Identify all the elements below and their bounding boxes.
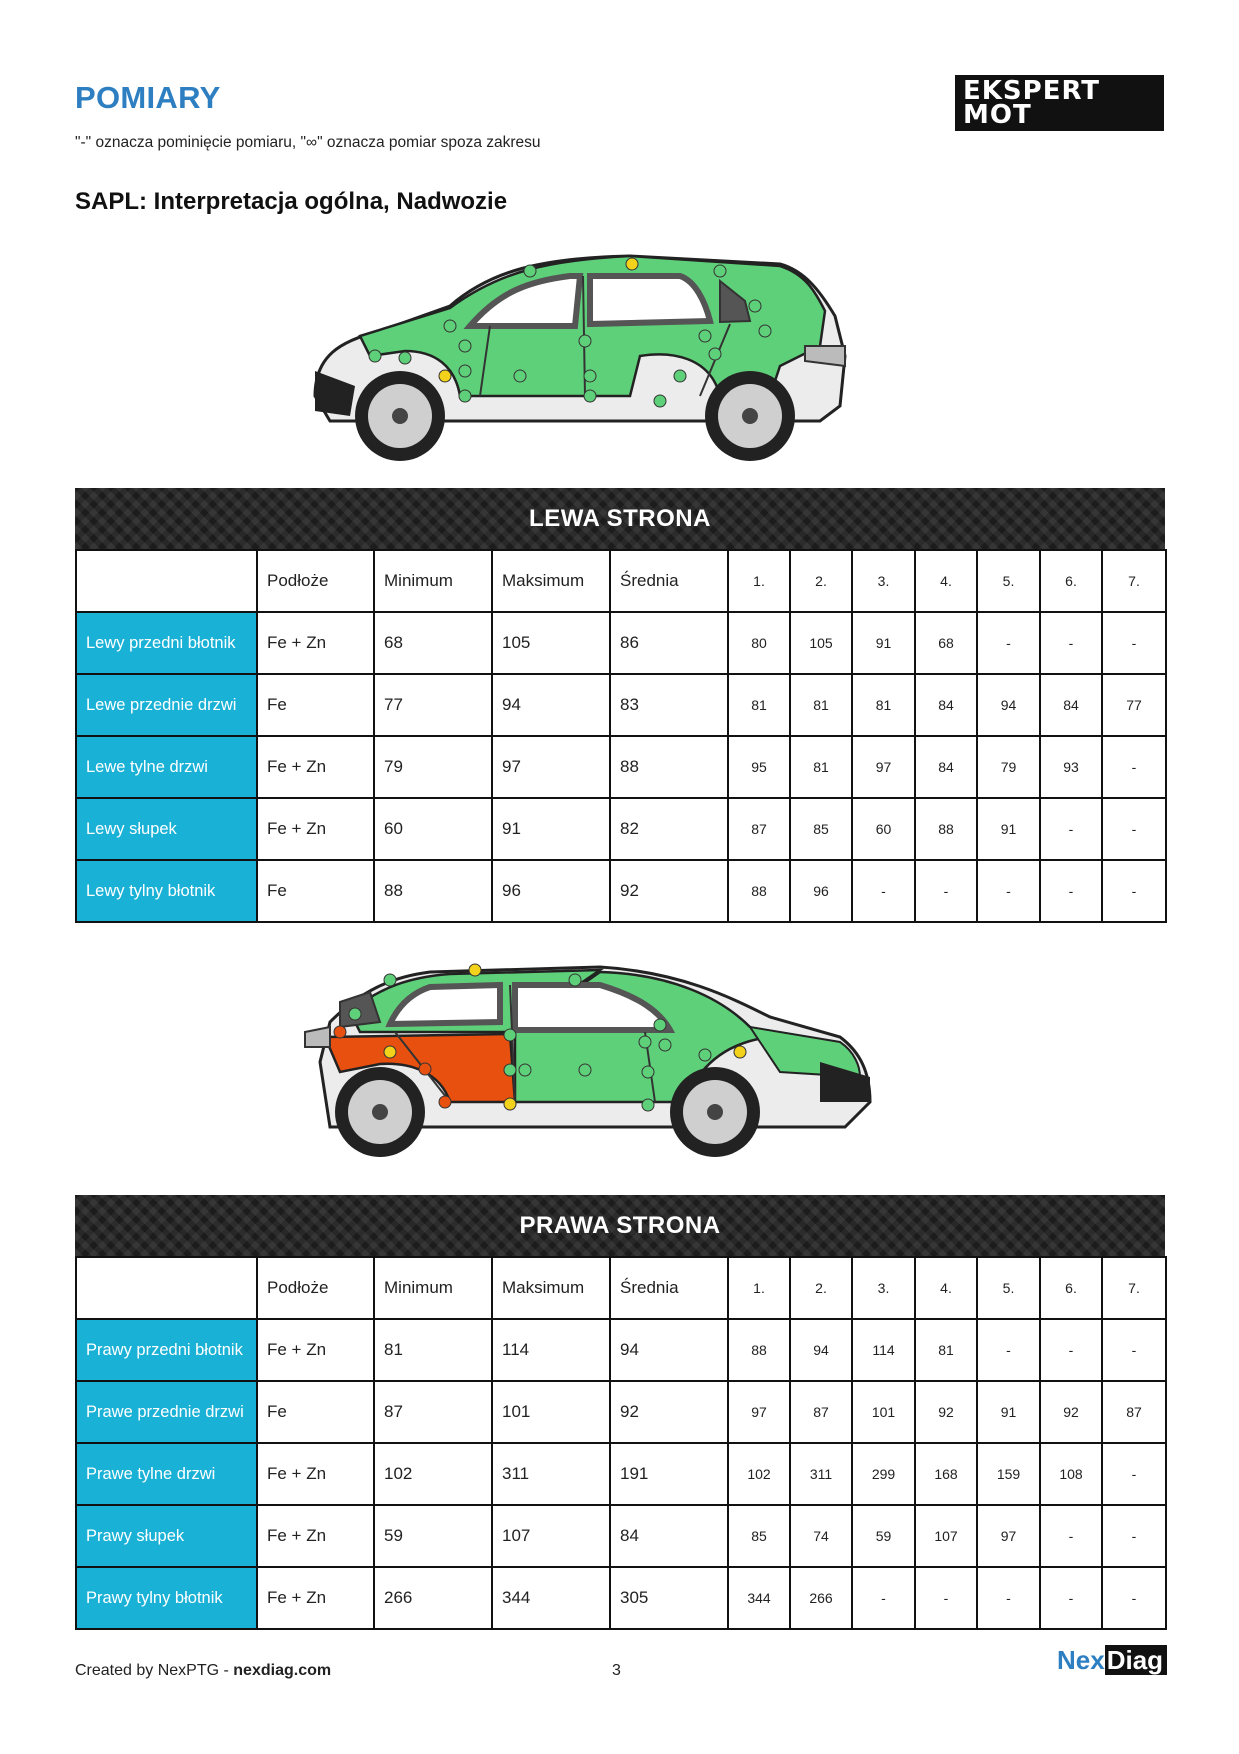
table-cell: 88 xyxy=(728,1319,790,1381)
row-label: Prawe tylne drzwi xyxy=(76,1443,257,1505)
table-cell: Fe xyxy=(257,860,374,922)
table-cell: 105 xyxy=(492,612,610,674)
table-cell: 344 xyxy=(728,1567,790,1629)
table-cell: - xyxy=(1102,1319,1166,1381)
table-cell: 92 xyxy=(610,1381,728,1443)
table-cell: - xyxy=(1102,1443,1166,1505)
table-cell: 191 xyxy=(610,1443,728,1505)
table-row xyxy=(76,1567,1166,1629)
table-cell: 88 xyxy=(374,860,492,922)
table-cell: 96 xyxy=(790,860,852,922)
table-cell: 92 xyxy=(1040,1381,1102,1443)
table-cell: Fe xyxy=(257,1381,374,1443)
page-title: POMIARY xyxy=(75,80,221,115)
table-cell: 101 xyxy=(852,1381,915,1443)
table-cell: Fe + Zn xyxy=(257,1319,374,1381)
table-cell: 107 xyxy=(492,1505,610,1567)
table-cell: 82 xyxy=(610,798,728,860)
table-cell: 60 xyxy=(852,798,915,860)
table-cell: 87 xyxy=(1102,1381,1166,1443)
right-side-car-diagram xyxy=(300,952,940,1182)
nexdiag-logo-part-b: Diag xyxy=(1105,1645,1167,1675)
table-cell: 79 xyxy=(374,736,492,798)
table-cell: 94 xyxy=(492,674,610,736)
row-label: Prawy przedni błotnik xyxy=(76,1319,257,1381)
table-cell: 91 xyxy=(977,798,1040,860)
table-cell: 102 xyxy=(374,1443,492,1505)
table-cell: 88 xyxy=(728,860,790,922)
table-cell: Fe + Zn xyxy=(257,612,374,674)
table-cell: 59 xyxy=(852,1505,915,1567)
table-cell: 91 xyxy=(492,798,610,860)
table-cell: 108 xyxy=(1040,1443,1102,1505)
table-cell: - xyxy=(1040,798,1102,860)
table-row xyxy=(76,1381,1166,1443)
table-cell: 97 xyxy=(728,1381,790,1443)
table-cell: - xyxy=(1040,860,1102,922)
table-cell: 311 xyxy=(492,1443,610,1505)
nexdiag-logo xyxy=(1055,1643,1163,1677)
column-header: 7. xyxy=(1102,1257,1166,1319)
table-cell: 60 xyxy=(374,798,492,860)
left-side-car-diagram xyxy=(300,246,940,476)
table-cell: 68 xyxy=(915,612,977,674)
left-side-measurements xyxy=(75,488,1165,923)
table-cell: - xyxy=(1040,1319,1102,1381)
ekspert-mot-logo xyxy=(955,75,1164,131)
footer-prefix: Created by NexPTG - xyxy=(75,1662,234,1679)
logo-line-2: MOT xyxy=(963,100,1032,130)
table-cell: Fe + Zn xyxy=(257,1505,374,1567)
table-cell: 93 xyxy=(1040,736,1102,798)
table-cell: - xyxy=(852,1567,915,1629)
table-cell: 311 xyxy=(790,1443,852,1505)
table-cell: 92 xyxy=(915,1381,977,1443)
table-row xyxy=(76,736,1166,798)
column-header: 1. xyxy=(728,550,790,612)
table-cell: 114 xyxy=(852,1319,915,1381)
column-header: Minimum xyxy=(374,550,492,612)
column-header: Podłoże xyxy=(257,550,374,612)
table-row xyxy=(76,1443,1166,1505)
table-cell: - xyxy=(915,1567,977,1629)
column-header: 7. xyxy=(1102,550,1166,612)
footer-credit xyxy=(75,1662,331,1680)
table-cell: 97 xyxy=(492,736,610,798)
nexdiag-logo-part-a: Nex xyxy=(1057,1645,1105,1675)
table-cell: 88 xyxy=(610,736,728,798)
table-cell: 77 xyxy=(1102,674,1166,736)
column-header: Średnia xyxy=(610,1257,728,1319)
table-cell: 85 xyxy=(790,798,852,860)
table-cell: 91 xyxy=(852,612,915,674)
table-cell: 105 xyxy=(790,612,852,674)
table-cell: 81 xyxy=(852,674,915,736)
table-cell: 96 xyxy=(492,860,610,922)
right-side-measurements xyxy=(75,1195,1165,1630)
table-cell: - xyxy=(977,1319,1040,1381)
table-header-row xyxy=(76,550,1166,612)
column-header: 6. xyxy=(1040,1257,1102,1319)
column-header: 3. xyxy=(852,1257,915,1319)
row-label: Prawy tylny błotnik xyxy=(76,1567,257,1629)
table-cell: - xyxy=(1102,798,1166,860)
table-cell: 81 xyxy=(728,674,790,736)
column-header: 4. xyxy=(915,1257,977,1319)
page-number: 3 xyxy=(612,1662,621,1679)
right-side-heading: PRAWA STRONA xyxy=(75,1195,1165,1256)
table-cell: 94 xyxy=(790,1319,852,1381)
table-cell: - xyxy=(1102,736,1166,798)
table-cell: 68 xyxy=(374,612,492,674)
table-row xyxy=(76,860,1166,922)
table-header-row xyxy=(76,1257,1166,1319)
table-cell: 77 xyxy=(374,674,492,736)
column-header: Maksimum xyxy=(492,1257,610,1319)
table-cell: - xyxy=(1040,1505,1102,1567)
table-cell: 85 xyxy=(728,1505,790,1567)
column-header: 5. xyxy=(977,550,1040,612)
table-cell: - xyxy=(1040,612,1102,674)
table-cell: - xyxy=(915,860,977,922)
table-cell: 81 xyxy=(790,736,852,798)
row-label: Lewy słupek xyxy=(76,798,257,860)
column-header: 4. xyxy=(915,550,977,612)
table-cell: 80 xyxy=(728,612,790,674)
table-cell: - xyxy=(852,860,915,922)
table-cell: 344 xyxy=(492,1567,610,1629)
table-cell: 84 xyxy=(610,1505,728,1567)
row-label: Lewy tylny błotnik xyxy=(76,860,257,922)
table-cell: - xyxy=(977,860,1040,922)
column-header: Maksimum xyxy=(492,550,610,612)
table-cell: 79 xyxy=(977,736,1040,798)
table-cell: Fe + Zn xyxy=(257,1567,374,1629)
table-cell: 87 xyxy=(728,798,790,860)
row-label: Prawy słupek xyxy=(76,1505,257,1567)
table-cell: - xyxy=(1102,612,1166,674)
table-cell: - xyxy=(977,612,1040,674)
table-row xyxy=(76,798,1166,860)
table-cell: 91 xyxy=(977,1381,1040,1443)
table-cell: - xyxy=(977,1567,1040,1629)
left-side-heading: LEWA STRONA xyxy=(75,488,1165,549)
column-header: 1. xyxy=(728,1257,790,1319)
table-cell: 88 xyxy=(915,798,977,860)
column-header: 6. xyxy=(1040,550,1102,612)
table-cell: - xyxy=(1102,1567,1166,1629)
table-cell: 84 xyxy=(1040,674,1102,736)
table-cell: 94 xyxy=(610,1319,728,1381)
column-header: 5. xyxy=(977,1257,1040,1319)
logo-line-1: EKSPERT xyxy=(963,76,1101,106)
left-side-table xyxy=(75,549,1167,923)
table-cell: 107 xyxy=(915,1505,977,1567)
nexdiag-link[interactable]: nexdiag.com xyxy=(233,1662,332,1679)
row-label: Prawe przednie drzwi xyxy=(76,1381,257,1443)
table-cell: 305 xyxy=(610,1567,728,1629)
column-header: 3. xyxy=(852,550,915,612)
table-cell: 81 xyxy=(915,1319,977,1381)
row-label: Lewe przednie drzwi xyxy=(76,674,257,736)
table-cell: 92 xyxy=(610,860,728,922)
table-cell: Fe xyxy=(257,674,374,736)
table-cell: 59 xyxy=(374,1505,492,1567)
section-heading: SAPL: Interpretacja ogólna, Nadwozie xyxy=(75,188,508,215)
table-cell: 95 xyxy=(728,736,790,798)
table-cell: 84 xyxy=(915,674,977,736)
table-row xyxy=(76,1505,1166,1567)
table-cell: 86 xyxy=(610,612,728,674)
table-cell: 87 xyxy=(790,1381,852,1443)
table-cell: 97 xyxy=(977,1505,1040,1567)
table-row xyxy=(76,612,1166,674)
column-header: 2. xyxy=(790,1257,852,1319)
corner-cell xyxy=(76,1257,257,1319)
table-cell: 114 xyxy=(492,1319,610,1381)
table-cell: 101 xyxy=(492,1381,610,1443)
right-side-table xyxy=(75,1256,1167,1630)
table-cell: Fe + Zn xyxy=(257,736,374,798)
table-cell: 159 xyxy=(977,1443,1040,1505)
table-cell: 266 xyxy=(374,1567,492,1629)
table-cell: 81 xyxy=(374,1319,492,1381)
table-cell: 74 xyxy=(790,1505,852,1567)
table-cell: - xyxy=(1102,1505,1166,1567)
table-cell: 94 xyxy=(977,674,1040,736)
table-cell: 84 xyxy=(915,736,977,798)
column-header: Podłoże xyxy=(257,1257,374,1319)
corner-cell xyxy=(76,550,257,612)
table-row xyxy=(76,1319,1166,1381)
table-cell: - xyxy=(1102,860,1166,922)
column-header: 2. xyxy=(790,550,852,612)
table-cell: 266 xyxy=(790,1567,852,1629)
row-label: Lewe tylne drzwi xyxy=(76,736,257,798)
column-header: Średnia xyxy=(610,550,728,612)
table-cell: 81 xyxy=(790,674,852,736)
column-header: Minimum xyxy=(374,1257,492,1319)
table-cell: 87 xyxy=(374,1381,492,1443)
table-cell: 299 xyxy=(852,1443,915,1505)
table-cell: 83 xyxy=(610,674,728,736)
table-cell: - xyxy=(1040,1567,1102,1629)
table-row xyxy=(76,674,1166,736)
row-label: Lewy przedni błotnik xyxy=(76,612,257,674)
table-cell: 168 xyxy=(915,1443,977,1505)
table-cell: Fe + Zn xyxy=(257,1443,374,1505)
table-cell: 97 xyxy=(852,736,915,798)
table-cell: 102 xyxy=(728,1443,790,1505)
legend-note: "-" oznacza pominięcie pomiaru, "∞" oznacza pomiar spoza zakresu xyxy=(75,134,541,151)
table-cell: Fe + Zn xyxy=(257,798,374,860)
